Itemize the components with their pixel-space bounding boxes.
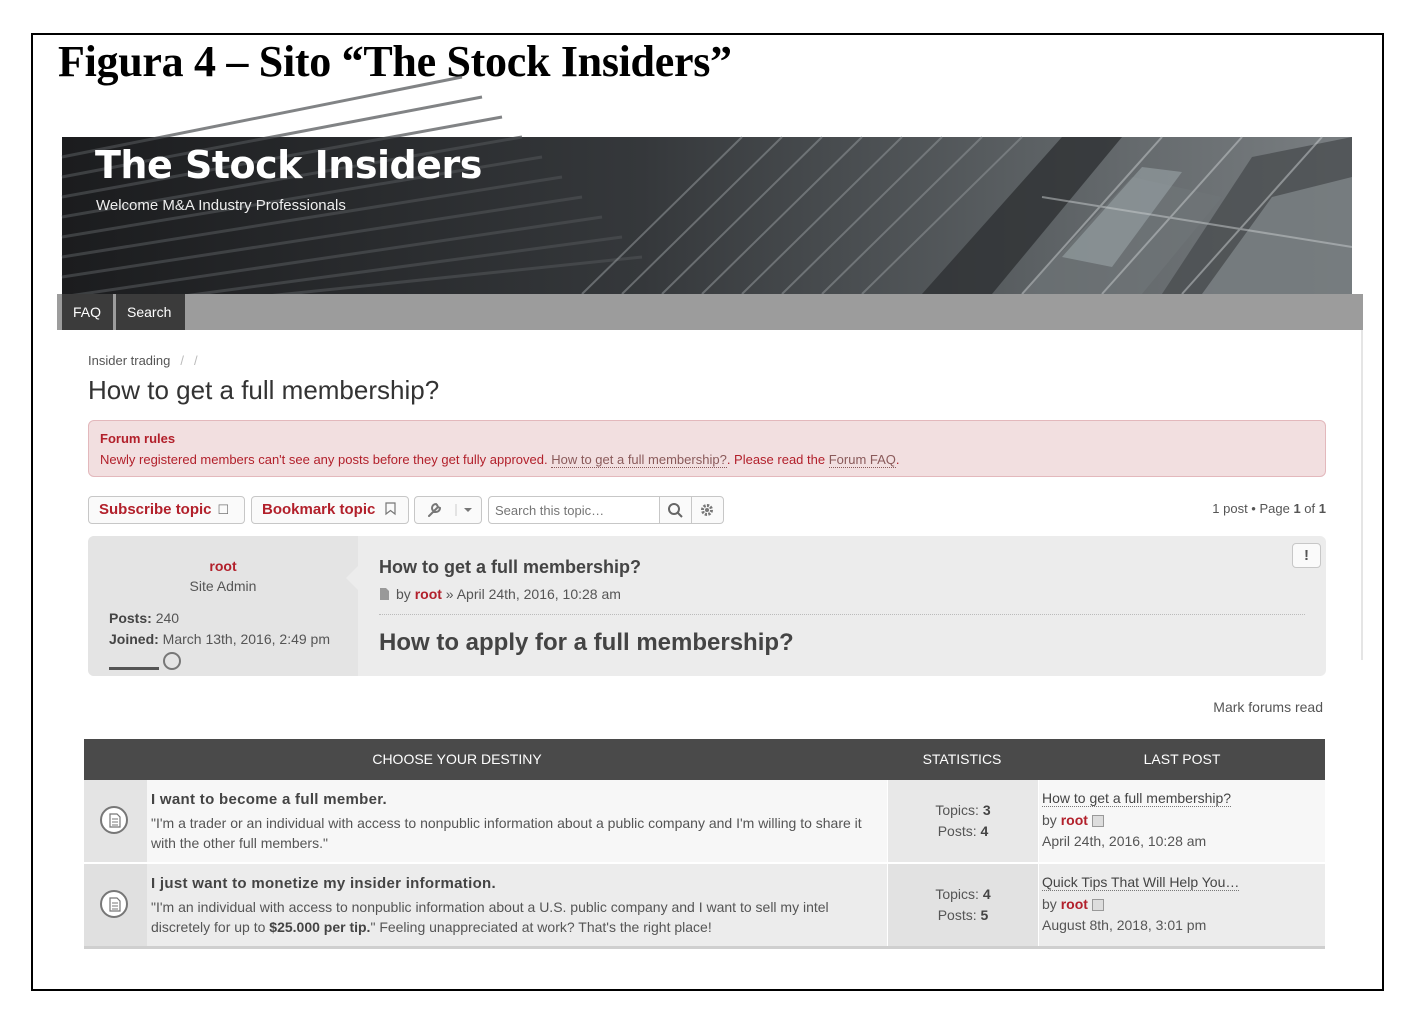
- topics-count: [888, 802, 1038, 818]
- posts-count: [888, 907, 1038, 923]
- site-header: [62, 137, 1352, 294]
- forum-faq-link[interactable]: Forum FAQ: [828, 452, 896, 467]
- last-post-by: [1042, 896, 1104, 912]
- subscribe-label: Subscribe topic: [99, 501, 212, 518]
- bookmark-label: Bookmark topic: [262, 501, 376, 518]
- meta-by: by: [396, 586, 415, 602]
- last-post-cell: [1039, 780, 1325, 862]
- forum-row: [84, 864, 1325, 949]
- topics-value: 4: [982, 886, 991, 902]
- joined-value: March 13th, 2016, 2:49 pm: [162, 631, 330, 647]
- post-divider: [379, 614, 1305, 615]
- posts-label: Posts:: [937, 907, 981, 923]
- mark-read-label: Mark forums read: [1213, 699, 1323, 715]
- rules-text-part: Newly registered members can't see any posts before they get fully approved.: [100, 452, 552, 467]
- rules-text-part: . Please read the: [726, 452, 829, 467]
- breadcrumb: [88, 353, 198, 368]
- topic-search-input[interactable]: [488, 496, 660, 524]
- report-button[interactable]: !: [1292, 543, 1321, 568]
- breadcrumb-separator: /: [180, 353, 185, 368]
- rules-text-part: .: [895, 452, 900, 467]
- pagination-info: [1212, 501, 1326, 516]
- header-statistics: STATISTICS: [922, 751, 1002, 767]
- posts-value: 240: [155, 610, 180, 626]
- header-last-post: LAST POST: [1143, 751, 1221, 767]
- forum-stats-cell: [887, 780, 1039, 862]
- post-icon: [379, 588, 390, 600]
- last-post-by: [1042, 812, 1104, 828]
- desc-text: "I'm an individual with access to nonpublic information about a U.S. public company and I want to sell my intel discretely for up to: [151, 899, 829, 935]
- desc-text: " Feeling unappreciated at work? That's the right place!: [370, 919, 712, 935]
- advanced-search-button[interactable]: [691, 496, 724, 524]
- figure-caption: Figura 4 – Sito “The Stock Insiders”: [58, 37, 732, 86]
- forum-description: [151, 897, 871, 937]
- gear-icon: [692, 497, 723, 523]
- contact-icon[interactable]: [163, 652, 181, 670]
- topics-count: [888, 886, 1038, 902]
- meta-author[interactable]: root: [414, 586, 442, 602]
- bookmark-icon: [381, 502, 396, 517]
- forum-title[interactable]: I want to become a full member.: [151, 791, 388, 808]
- checkbox-icon: ☐: [217, 502, 230, 517]
- pagination-text: 1 post • Page: [1212, 501, 1294, 516]
- joined-label: Joined:: [109, 631, 159, 647]
- forum-table-header: [84, 739, 1325, 780]
- forum-rules-title: Forum rules: [100, 431, 176, 446]
- topic-page-screenshot: [57, 137, 1363, 655]
- last-post-author[interactable]: root: [1060, 812, 1088, 828]
- forum-rules-box: [88, 420, 1326, 477]
- by-label: by: [1042, 896, 1061, 912]
- breadcrumb-separator: /: [194, 353, 198, 368]
- forum-main-cell: [147, 780, 886, 862]
- forum-row: [84, 780, 1325, 862]
- forum-main-cell: [147, 864, 886, 946]
- author-posts: [109, 610, 179, 626]
- topic-tools-button[interactable]: [414, 496, 482, 524]
- forum-rules-text: [100, 452, 900, 467]
- site-title[interactable]: The Stock Insiders: [95, 143, 482, 187]
- topics-label: Topics:: [935, 802, 983, 818]
- posts-value: 5: [980, 907, 989, 923]
- topic-title[interactable]: How to get a full membership?: [88, 375, 440, 405]
- posts-count: [888, 823, 1038, 839]
- forum-icon-cell: [84, 864, 147, 946]
- forum-stats-cell: [887, 864, 1039, 946]
- pagination-text: of: [1300, 501, 1319, 516]
- wrench-icon: [415, 497, 481, 523]
- topic-content: [62, 330, 1363, 660]
- header-forum: CHOOSE YOUR DESTINY: [372, 751, 542, 767]
- last-post-author[interactable]: root: [1060, 896, 1088, 912]
- forum-description: "I'm a trader or an individual with access to nonpublic information about a public company and I'm willing to share it with the other full members.": [151, 815, 862, 851]
- posts-label: Posts:: [937, 823, 981, 839]
- nav-faq[interactable]: FAQ: [62, 294, 113, 330]
- site-subtitle: Welcome M&A Industry Professionals: [96, 197, 346, 214]
- breadcrumb-item[interactable]: Insider trading: [88, 353, 171, 368]
- search-button[interactable]: [659, 496, 692, 524]
- post-author[interactable]: root: [209, 558, 237, 574]
- last-post-title[interactable]: How to get a full membership?: [1042, 790, 1232, 806]
- subscribe-topic-button[interactable]: [88, 496, 245, 524]
- search-icon: [660, 497, 691, 523]
- last-post-cell: [1039, 864, 1325, 946]
- forum-read-icon: [100, 890, 128, 918]
- membership-link[interactable]: How to get a full membership?: [551, 452, 727, 467]
- forum-icon-cell: [84, 780, 147, 862]
- meta-date: » April 24th, 2016, 10:28 am: [441, 586, 621, 602]
- post-profile: [88, 536, 358, 676]
- profile-arrow: [346, 566, 358, 590]
- posts-value: 4: [980, 823, 989, 839]
- post: [88, 536, 1326, 676]
- desc-bold: $25.000 per tip.: [269, 919, 371, 935]
- last-post-date: August 8th, 2018, 3:01 pm: [1042, 917, 1207, 933]
- page-total: 1: [1318, 501, 1326, 516]
- goto-last-post-icon[interactable]: [1092, 815, 1104, 827]
- post-body-heading: How to apply for a full membership?: [379, 629, 794, 656]
- author-joined: [109, 631, 330, 647]
- posts-label: Posts:: [109, 610, 152, 626]
- by-label: by: [1042, 812, 1061, 828]
- mark-forums-read-link[interactable]: [1213, 699, 1323, 715]
- nav-bar: [57, 294, 1363, 330]
- topics-value: 3: [982, 802, 991, 818]
- last-post-title[interactable]: Quick Tips That Will Help You…: [1042, 874, 1240, 890]
- forum-title[interactable]: I just want to monetize my insider information.: [151, 875, 496, 892]
- author-rank: Site Admin: [189, 578, 257, 594]
- nav-search[interactable]: Search: [116, 294, 185, 330]
- forum-list-screenshot: [84, 699, 1325, 950]
- chevron-down-icon: [464, 508, 472, 512]
- topics-label: Topics:: [935, 886, 983, 902]
- author-contact: [109, 652, 181, 673]
- last-post-date: April 24th, 2016, 10:28 am: [1042, 833, 1207, 849]
- page-current: 1: [1293, 501, 1301, 516]
- forum-read-icon: [100, 806, 128, 834]
- post-meta: [379, 586, 621, 602]
- bookmark-topic-button[interactable]: [251, 496, 409, 524]
- post-subject[interactable]: How to get a full membership?: [379, 557, 642, 577]
- goto-last-post-icon[interactable]: [1092, 899, 1104, 911]
